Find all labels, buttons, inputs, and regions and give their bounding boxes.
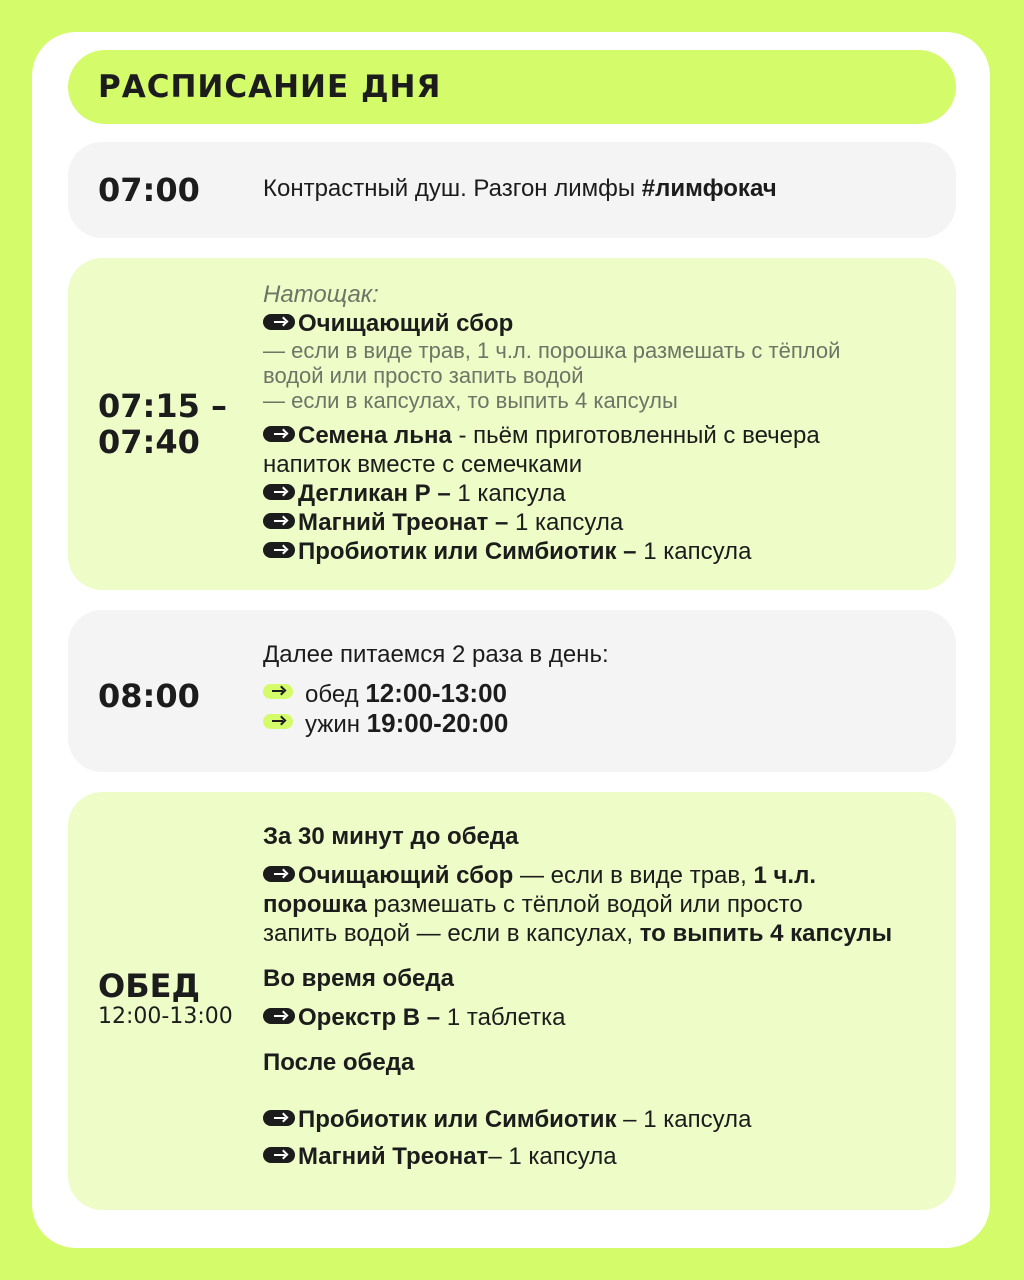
- lunch-time-range: 12:00-13:00: [98, 1004, 233, 1029]
- list-item: Пробиотик или Симбиотик – 1 капсула: [263, 1105, 943, 1134]
- block-content: За 30 минут до обеда Очищающий сбор — если в виде трав, 1 ч.л. порошка размешать с тёплой водой или просто запить водой — если в капсулах, то выпить 4 капсулы Во время обеда Орекстр В – 1 таблетка После обеда Пробиотик или Симбиотик – 1 капсула Магний Треонат– 1 капсула: [263, 822, 943, 1171]
- list-item: Очищающий сбор — если в виде трав, 1 ч.л.: [263, 861, 943, 890]
- arrow-right-icon: [263, 513, 295, 529]
- arrow-right-icon: [263, 314, 295, 330]
- arrow-right-icon: [263, 484, 295, 500]
- during-lunch-heading: Во время обеда: [263, 965, 454, 992]
- schedule-block-0700: [68, 142, 956, 238]
- list-item: Пробиотик или Симбиотик – 1 капсула: [263, 537, 943, 566]
- list-item: Орекстр В – 1 таблетка: [263, 1003, 943, 1032]
- arrow-right-icon: [263, 1110, 295, 1126]
- shower-text: Контрастный душ. Разгон лимфы: [263, 175, 642, 202]
- schedule-block-lunch: [68, 792, 956, 1210]
- arrow-right-icon: [263, 426, 295, 442]
- header-banner: [68, 50, 956, 124]
- list-item: Очищающий сбор: [263, 309, 943, 338]
- arrow-right-icon: [263, 542, 295, 558]
- arrow-right-icon: [263, 1008, 295, 1024]
- list-item: Семена льна - пьём приготовленный с вечера: [263, 421, 943, 450]
- list-item: обед 12:00-13:00: [263, 679, 943, 709]
- arrow-right-icon: [263, 714, 293, 729]
- before-lunch-heading: За 30 минут до обеда: [263, 823, 519, 850]
- block-time: ОБЕД 12:00-13:00: [98, 967, 233, 1029]
- fasting-label: Натощак:: [263, 281, 379, 308]
- list-item: Магний Треонат – 1 капсула: [263, 508, 943, 537]
- block-content: [263, 640, 943, 739]
- meals-intro: Далее питаемся 2 раза в день:: [263, 641, 609, 668]
- schedule-card: [32, 32, 990, 1248]
- block-time: 07:15 – 07:40: [98, 387, 227, 461]
- arrow-right-icon: [263, 1147, 295, 1163]
- page-title: РАСПИСАНИЕ ДНЯ: [98, 69, 442, 105]
- block-content: [263, 174, 943, 203]
- list-item: ужин 19:00-20:00: [263, 709, 943, 739]
- block-content: Натощак: Очищающий сбор — если в виде трав, 1 ч.л. порошка размешать с тёплой водой или просто запить водой — если в капсулах, то выпить 4 капсулы Семена льна - пьём приготовленный с вечера напиток вместе с семечками Дегликан Р – 1 капсула Магний Треонат – 1 капсула Пробиотик или Симбиотик – 1 капсула: [263, 280, 943, 566]
- block-time: 07:00: [98, 171, 200, 209]
- arrow-right-icon: [263, 866, 295, 882]
- arrow-right-icon: [263, 684, 293, 699]
- hashtag: #лимфокач: [641, 175, 777, 202]
- after-lunch-heading: После обеда: [263, 1049, 415, 1076]
- list-item: Магний Треонат– 1 капсула: [263, 1142, 943, 1171]
- schedule-block-0800: [68, 610, 956, 772]
- block-time: 08:00: [98, 677, 200, 715]
- schedule-block-0715: [68, 258, 956, 590]
- list-item: Дегликан Р – 1 капсула: [263, 479, 943, 508]
